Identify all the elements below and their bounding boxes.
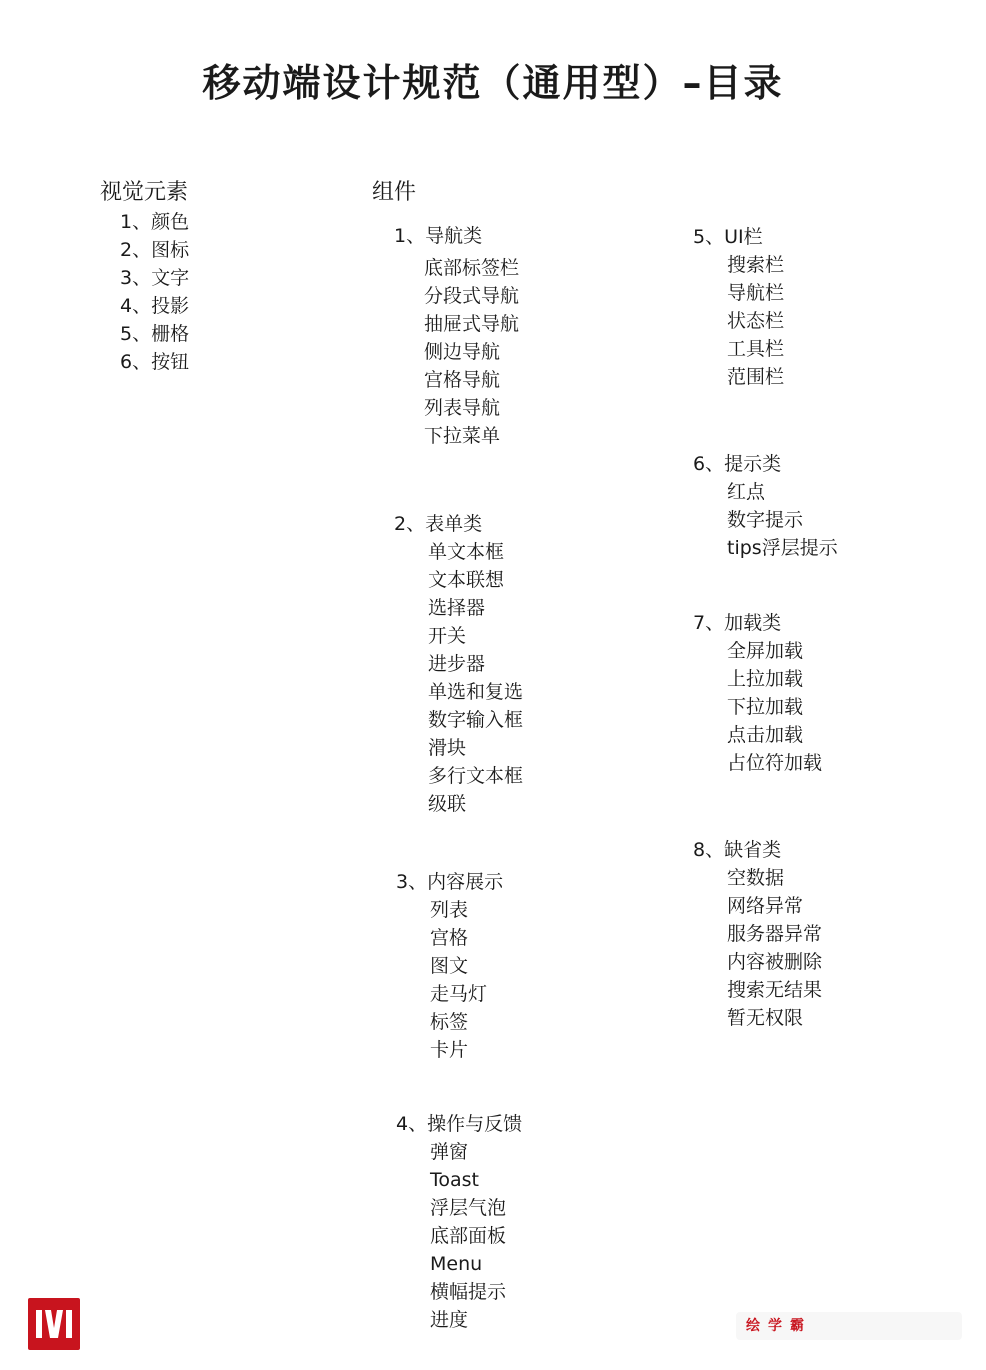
group-empty-states <box>693 836 822 1032</box>
list-item: 6、按钮 <box>120 351 190 373</box>
group-title: 8、缺省类 <box>693 839 782 861</box>
list-item: 多行文本框 <box>428 765 524 787</box>
list-item: 内容被删除 <box>727 951 823 973</box>
list-item: 范围栏 <box>727 366 785 388</box>
list-item: 2、图标 <box>120 239 190 261</box>
group-title: 3、内容展示 <box>396 871 504 893</box>
list-item: 导航栏 <box>727 282 785 304</box>
list-item: 抽屉式导航 <box>424 313 520 335</box>
list-item: 卡片 <box>430 1039 469 1061</box>
list-item: 选择器 <box>428 597 486 619</box>
brand-logo-icon <box>28 1298 80 1350</box>
list-item: 服务器异常 <box>727 923 823 945</box>
list-item: 占位符加载 <box>727 752 823 774</box>
list-item: tips浮层提示 <box>727 537 838 559</box>
group-title: 6、提示类 <box>693 453 782 475</box>
list-item: 走马灯 <box>430 983 488 1005</box>
group-navigation <box>394 222 519 450</box>
list-item: 全屏加载 <box>727 640 804 662</box>
group-ui-bars <box>693 223 784 391</box>
list-item: 单文本框 <box>428 541 505 563</box>
group-title: 4、操作与反馈 <box>396 1113 523 1135</box>
list-item: 分段式导航 <box>424 285 520 307</box>
list-item: 4、投影 <box>120 295 190 317</box>
watermark: 绘学霸 <box>736 1312 962 1340</box>
group-loading <box>693 609 822 777</box>
group-content <box>396 868 503 1064</box>
list-item: 空数据 <box>727 867 785 889</box>
group-title: 5、UI栏 <box>693 226 763 248</box>
list-item: 上拉加载 <box>727 668 804 690</box>
list-item: 5、栅格 <box>120 323 190 345</box>
list-item: 弹窗 <box>430 1141 469 1163</box>
list-item: 列表导航 <box>424 397 501 419</box>
list-item: Menu <box>430 1253 483 1275</box>
list-item: 数字提示 <box>727 509 804 531</box>
list-item: 进度 <box>430 1309 469 1331</box>
list-item: 工具栏 <box>727 338 785 360</box>
list-item: 进步器 <box>428 653 486 675</box>
list-item: 图文 <box>430 955 469 977</box>
group-form <box>394 510 523 818</box>
page-title: 移动端设计规范（通用型）–目录 <box>202 61 784 105</box>
list-item: 单选和复选 <box>428 681 524 703</box>
group-title: 2、表单类 <box>394 513 483 535</box>
list-item: 宫格 <box>430 927 469 949</box>
list-item: 标签 <box>430 1011 469 1033</box>
list-item: Toast <box>430 1169 479 1191</box>
list-item: 点击加载 <box>727 724 804 746</box>
list-item: 下拉菜单 <box>424 425 501 447</box>
components-heading: 组件 <box>372 180 417 205</box>
list-item: 级联 <box>428 793 467 815</box>
group-title: 7、加载类 <box>693 612 782 634</box>
list-item: 底部面板 <box>430 1225 507 1247</box>
list-item: 开关 <box>428 625 467 647</box>
list-item: 下拉加载 <box>727 696 804 718</box>
list-item: 宫格导航 <box>424 369 501 391</box>
visual-list <box>120 208 189 376</box>
list-item: 暂无权限 <box>727 1007 804 1029</box>
brand-logo-glyph-icon <box>28 1298 80 1350</box>
list-item: 红点 <box>727 481 766 503</box>
list-item: 横幅提示 <box>430 1281 507 1303</box>
visual-heading: 视觉元素 <box>100 180 189 205</box>
list-item: 状态栏 <box>727 310 785 332</box>
list-item: 网络异常 <box>727 895 804 917</box>
list-item: 1、颜色 <box>120 211 190 233</box>
list-item: 浮层气泡 <box>430 1197 507 1219</box>
list-item: 侧边导航 <box>424 341 501 363</box>
group-title: 1、导航类 <box>394 225 483 247</box>
list-item: 列表 <box>430 899 469 921</box>
list-item: 3、文字 <box>120 267 190 289</box>
list-item: 搜索无结果 <box>727 979 823 1001</box>
list-item: 搜索栏 <box>727 254 785 276</box>
list-item: 滑块 <box>428 737 467 759</box>
group-feedback <box>396 1110 522 1334</box>
group-hints <box>693 450 838 562</box>
list-item: 数字输入框 <box>428 709 524 731</box>
list-item: 文本联想 <box>428 569 505 591</box>
list-item: 底部标签栏 <box>424 257 520 279</box>
